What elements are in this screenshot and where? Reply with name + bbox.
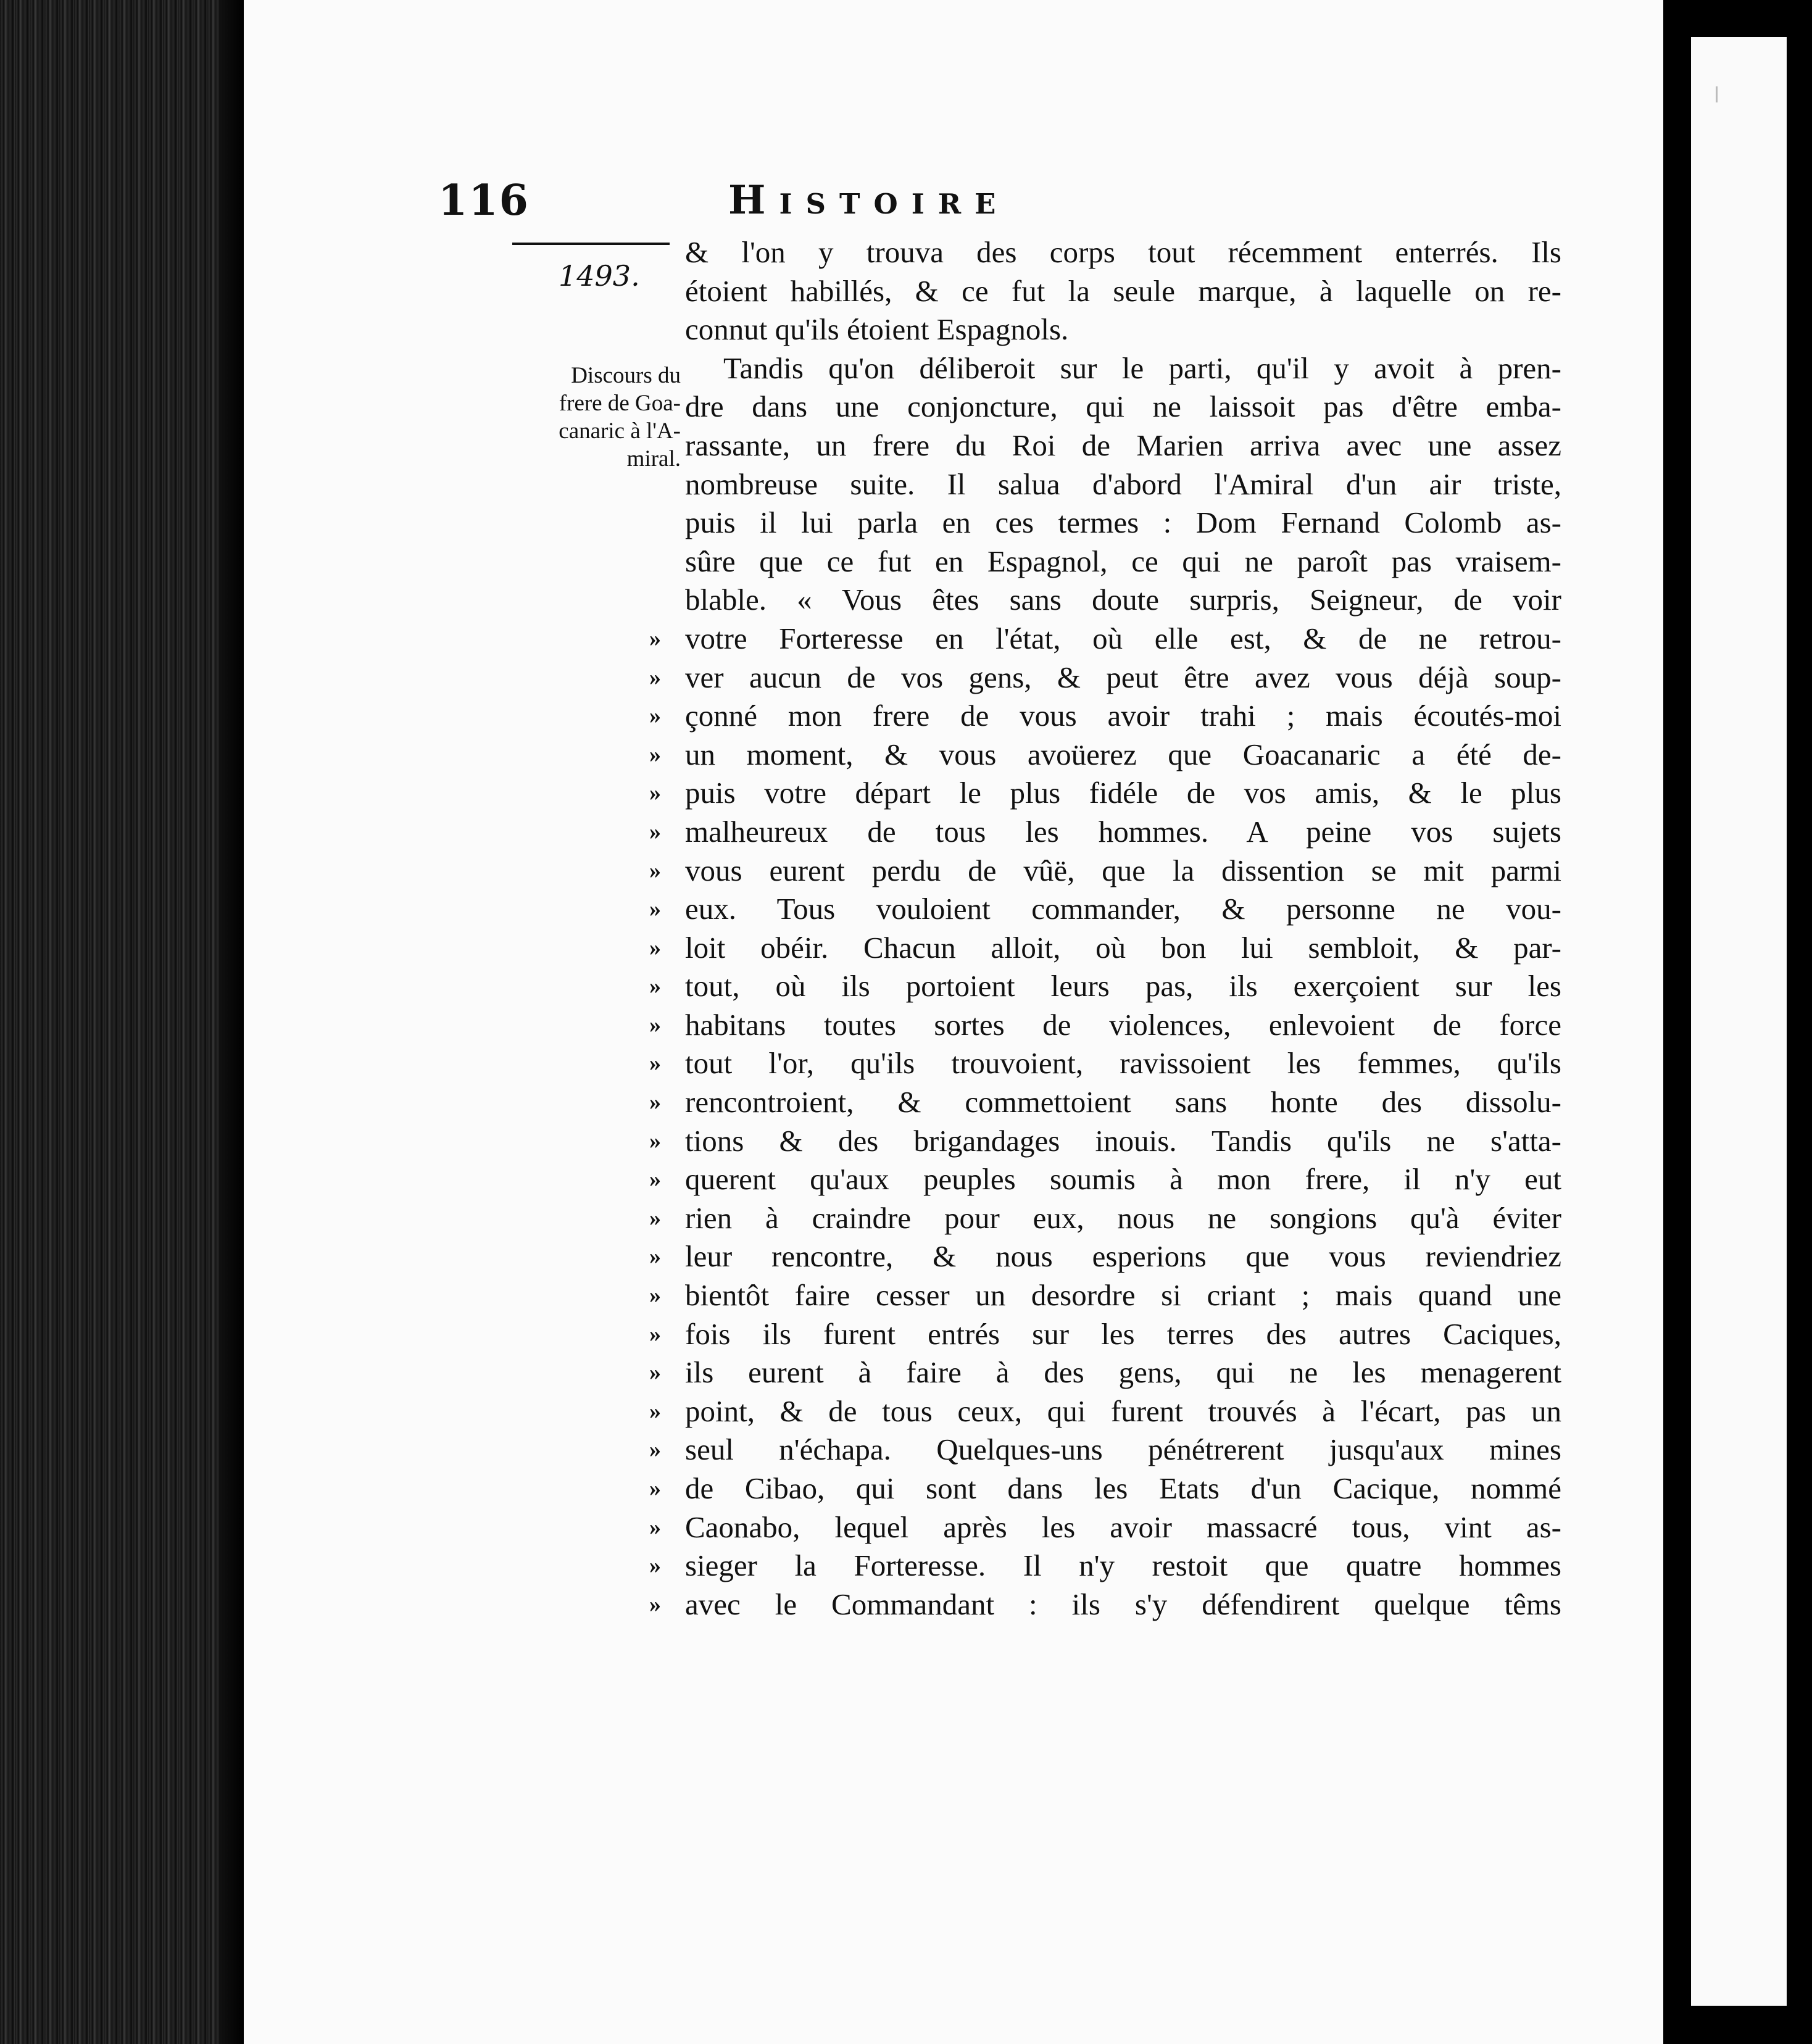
- text-line-content: nombreuse suite. Il salua d'abord l'Amiral d'un air triste,: [685, 467, 1561, 501]
- quote-mark: »: [649, 1514, 661, 1540]
- text-line: [685, 233, 1561, 272]
- text-line-content: rassante, un frere du Roi de Marien arriva avec une assez: [685, 428, 1561, 462]
- quote-mark: »: [649, 1476, 661, 1502]
- quote-mark: »: [649, 1244, 661, 1270]
- quote-mark: »: [649, 973, 661, 1000]
- text-line: [649, 1044, 1561, 1083]
- text-line: [685, 504, 1561, 542]
- text-line-content: puis il lui parla en ces termes : Dom Fernand Colomb as-: [685, 505, 1561, 540]
- text-line-content: rien à craindre pour eux, nous ne songions qu'à éviter: [685, 1200, 1561, 1235]
- text-line: [649, 1508, 1561, 1547]
- text-line: [649, 1547, 1561, 1585]
- quote-mark: »: [649, 1398, 661, 1424]
- margin-note-line: Discours du: [571, 363, 681, 388]
- text-line-content: Caonabo, lequel après les avoir massacré tous, vint as-: [685, 1510, 1561, 1544]
- text-line: [685, 581, 1561, 620]
- quote-mark: »: [649, 1321, 661, 1347]
- quote-mark: »: [649, 664, 661, 691]
- quote-mark: »: [649, 934, 661, 961]
- text-line-content: tions & des brigandages inouis. Tandis qu'ils ne s'atta-: [685, 1123, 1561, 1158]
- quote-mark: »: [649, 703, 661, 729]
- book-gutter: [1663, 0, 1691, 2044]
- quote-mark: »: [649, 818, 661, 845]
- quote-mark: »: [649, 780, 661, 807]
- quote-mark: »: [649, 857, 661, 884]
- text-line-content: seul n'échapa. Quelques-uns pénétrerent jusqu'aux mines: [685, 1432, 1561, 1467]
- text-line-content: sieger la Forteresse. Il n'y restoit que quatre hommes: [685, 1548, 1561, 1583]
- text-line: [685, 426, 1561, 465]
- text-line: [685, 349, 1561, 388]
- text-line-content: fois ils furent entrés sur les terres des autres Caciques,: [685, 1316, 1561, 1351]
- text-line: [649, 1431, 1561, 1469]
- running-head: [438, 176, 1561, 231]
- text-line: [685, 465, 1561, 504]
- text-line-content: étoient habillés, & ce fut la seule marque, à laquelle on re-: [685, 273, 1561, 308]
- body-text: [649, 233, 1561, 1624]
- text-line: [649, 1160, 1561, 1199]
- text-line-content: ver aucun de vos gens, & peut être avez vous déjà soup-: [685, 660, 1561, 694]
- quote-mark: »: [649, 1128, 661, 1154]
- text-line: [649, 890, 1561, 929]
- text-line: [649, 852, 1561, 891]
- text-line-content: bientôt faire cesser un desordre si criant ; mais quand une: [685, 1278, 1561, 1313]
- text-line: [649, 929, 1561, 968]
- text-line: [649, 1006, 1561, 1045]
- text-line: [649, 620, 1561, 658]
- quote-mark: »: [649, 1360, 661, 1386]
- text-line: [649, 658, 1561, 697]
- text-line-content: connut qu'ils étoient Espagnols.: [685, 312, 1069, 347]
- text-line-content: & l'on y trouva des corps tout récemment enterrés. Ils: [685, 235, 1561, 269]
- quote-mark: »: [649, 1050, 661, 1077]
- text-line-content: votre Forteresse en l'état, où elle est, & de ne retrou-: [685, 621, 1561, 655]
- text-line: [649, 1585, 1561, 1624]
- text-line-content: rencontroient, & commettoient sans honte des dissolu-: [685, 1085, 1561, 1120]
- text-line-content: querent qu'aux peuples soumis à mon frere, il n'y eut: [685, 1162, 1561, 1197]
- quote-mark: »: [649, 625, 661, 652]
- text-line: [649, 1392, 1561, 1431]
- text-line-content: avec le Commandant : ils s'y défendirent quelque têms: [685, 1587, 1561, 1621]
- quote-mark: »: [649, 1089, 661, 1116]
- text-line-content: çonné mon frere de vous avoir trahi ; mais écoutés-moi: [685, 699, 1561, 733]
- text-line-content: un moment, & vous avoüerez que Goacanaric a été de-: [685, 737, 1561, 771]
- book-page-edges: [0, 0, 244, 2044]
- quote-mark: »: [649, 1437, 661, 1463]
- text-line: [685, 542, 1561, 581]
- text-line-content: de Cibao, qui sont dans les Etats d'un Cacique, nommé: [685, 1471, 1561, 1505]
- text-line-content: leur rencontre, & nous esperions que vous reviendriez: [685, 1239, 1561, 1274]
- text-line: [649, 1083, 1561, 1122]
- margin-note-line: miral.: [626, 446, 681, 472]
- margin-rule: [512, 243, 670, 245]
- text-line: [649, 1122, 1561, 1161]
- text-line-content: tout l'or, qu'ils trouvoient, ravissoient les femmes, qu'ils: [685, 1046, 1561, 1081]
- quote-mark: »: [649, 1012, 661, 1038]
- quote-mark: »: [649, 1591, 661, 1618]
- text-line: [685, 272, 1561, 311]
- text-line: [649, 1315, 1561, 1354]
- text-line-content: malheureux de tous les hommes. A peine vos sujets: [685, 814, 1561, 849]
- text-line: [685, 388, 1561, 426]
- text-line-content: sûre que ce fut en Espagnol, ce qui ne paroît pas vraisem-: [685, 544, 1561, 578]
- text-line-content: vous eurent perdu de vûë, que la dissention se mit parmi: [685, 853, 1561, 887]
- margin-note: [505, 362, 681, 473]
- quote-mark: »: [649, 1205, 661, 1231]
- text-line: [649, 1469, 1561, 1508]
- text-line-content: tout, où ils portoient leurs pas, ils exerçoient sur les: [685, 969, 1561, 1003]
- margin-note-line: canaric à l'A-: [559, 418, 681, 444]
- text-line: [685, 310, 1561, 349]
- text-line: [649, 697, 1561, 736]
- text-line: [649, 1353, 1561, 1392]
- quote-mark: »: [649, 1166, 661, 1193]
- text-line-content: point, & de tous ceux, qui furent trouvés à l'écart, pas un: [685, 1394, 1561, 1428]
- text-line-content: puis votre départ le plus fidéle de vos amis, & le plus: [685, 776, 1561, 810]
- text-line: [649, 813, 1561, 852]
- text-line: [649, 1237, 1561, 1276]
- text-line-content: blable. « Vous êtes sans doute surpris, Seigneur, de voir: [685, 583, 1561, 617]
- margin-year: 1493.: [559, 259, 640, 293]
- text-line: [649, 967, 1561, 1006]
- scan-border: [1787, 0, 1812, 2044]
- quote-mark: »: [649, 1553, 661, 1579]
- text-line-content: loit obéir. Chacun alloit, où bon lui sembloit, & par-: [685, 930, 1561, 965]
- quote-mark: »: [649, 741, 661, 768]
- margin-note-line: frere de Goa-: [559, 391, 681, 416]
- quote-mark: »: [649, 896, 661, 923]
- page-number: 116: [438, 176, 530, 225]
- text-line-content: dre dans une conjoncture, qui ne laissoit pas d'être emba-: [685, 389, 1561, 424]
- facing-page-mark: [1716, 86, 1718, 102]
- text-line-content: Tandis qu'on déliberoit sur le parti, qu'il y avoit à pren-: [723, 351, 1561, 385]
- text-line-content: habitans toutes sortes de violences, enlevoient de force: [685, 1007, 1561, 1042]
- text-line: [649, 736, 1561, 775]
- quote-mark: »: [649, 1282, 661, 1309]
- text-line-content: eux. Tous vouloient commander, & personne ne vou-: [685, 892, 1561, 926]
- text-line: [649, 1276, 1561, 1315]
- text-line: [649, 1199, 1561, 1238]
- facing-page-sliver: [1691, 37, 1787, 2006]
- text-line-content: ils eurent à faire à des gens, qui ne les menagerent: [685, 1355, 1561, 1390]
- running-title: Histoire: [728, 177, 1010, 223]
- text-line: [649, 774, 1561, 813]
